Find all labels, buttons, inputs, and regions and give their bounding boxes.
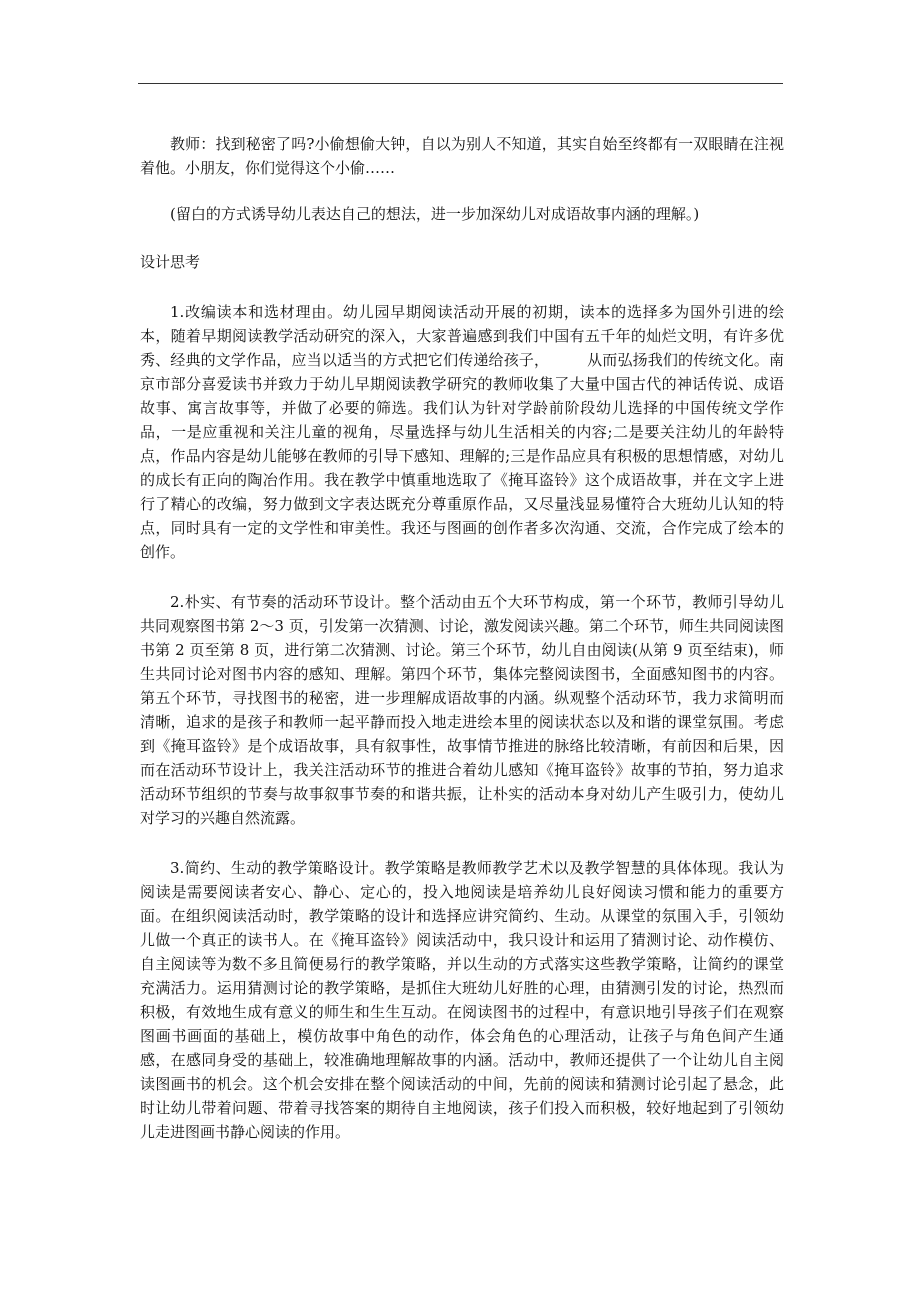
section-heading: 设计思考 xyxy=(140,253,201,271)
paragraph-point-3: 3.简约、生动的教学策略设计。教学策略是教师教学艺术以及教学智慧的具体体现。我认为阅读是需要阅读者安心、静心、定心的，投入地阅读是培养幼儿良好阅读习惯和能力的重要方面。在组织阅读活动时，教学策略的设计和选择应讲究简约、生动。从课堂的氛围入手，引领幼儿做一个真正的读书人。在《掩耳盗铃》阅读活动中，我只设计和运用了猜测讨论、动作模仿、自主阅读等为数不多且简便易行的教学策略，并以生动的方式落实这些教学策略，让简约的课堂充满活力。运用猜测讨论的教学策略，是抓住大班幼儿好胜的心理，由猜测引发的讨论，热烈而积极，有效地生成有意义的师生和生生互动。在阅读图书的过程中，有意识地引导孩子们在观察图画书画面的基础上，模仿故事中角色的动作，体会角色的心理活动，让孩子与角色间产生通感，在感同身受的基础上，较准确地理解故事的内涵。活动中，教师还提供了一个让幼儿自主阅读图画书的机会。这个机会安排在整个阅读活动的中间，先前的阅读和猜测讨论引起了悬念，此时让幼儿带着问题、带着寻找答案的期待自主地阅读，孩子们投入而积极，较好地起到了引领幼儿走进图画书静心阅读的作用。 xyxy=(140,859,784,1141)
paragraph-point-2: 2.朴实、有节奏的活动环节设计。整个活动由五个大环节构成，第一个环节，教师引导幼儿共同观察图书第 2～3 页，引发第一次猜测、讨论，激发阅读兴趣。第二个环节，师生共同阅读图书第 2 页至第 8 页，进行第二次猜测、讨论。第三个环节，幼儿自由阅读(从第 9 页至结束)，师生共同讨论对图书内容的感知、理解。第四个环节，集体完整阅读图书，全面感知图书的内容。第五个环节，寻找图书的秘密，进一步理解成语故事的内涵。纵观整个活动环节，我力求简明而清晰，追求的是孩子和教师一起平静而投入地走进绘本里的阅读状态以及和谐的课堂氛围。考虑到《掩耳盗铃》是个成语故事，具有叙事性，故事情节推进的脉络比较清晰，有前因和后果，因而在活动环节设计上，我关注活动环节的推进合着幼儿感知《掩耳盗铃》故事的节拍，努力追求活动环节组织的节奏与故事叙事节奏的和谐共振，让朴实的活动本身对幼儿产生吸引力，使幼儿对学习的兴趣自然流露。 xyxy=(140,593,784,827)
paragraph-point-1: 1.改编读本和选材理由。幼儿园早期阅读活动开展的初期，读本的选择多为国外引进的绘本，随着早期阅读教学活动研究的深入，大家普遍感到我们中国有五千年的灿烂文明，有许多优秀、经典的文学作品，应当以适当的方式把它们传递给孩子， 从而弘扬我们的传统文化。南京市部分喜爱读书并致力于幼儿早期阅读教学研究的教师收集了大量中国古代的神话传说、成语故事、寓言故事等，并做了必要的筛选。我们认为针对学龄前阶段幼儿选择的中国传统文学作品，一是应重视和关注儿童的视角，尽量选择与幼儿生活相关的内容;二是要关注幼儿的年龄特点，作品内容是幼儿能够在教师的引导下感知、理解的;三是作品应具有积极的思想情感，对幼儿的成长有正向的陶冶作用。我在教学中慎重地选取了《掩耳盗铃》这个成语故事，并在文字上进行了精心的改编，努力做到文字表达既充分尊重原作品，又尽量浅显易懂符合大班幼儿认知的特点，同时具有一定的文学性和审美性。我还与图画的创作者多次沟通、交流，合作完成了绘本的创作。 xyxy=(140,303,784,561)
document-body xyxy=(140,132,784,1144)
header-rule xyxy=(138,83,783,84)
paragraph-note: (留白的方式诱导幼儿表达自己的想法，进一步加深幼儿对成语故事内涵的理解。) xyxy=(170,205,700,223)
paragraph-teacher-dialogue: 教师：找到秘密了吗?小偷想偷大钟，自以为别人不知道，其实自始至终都有一双眼睛在注视着他。小朋友，你们觉得这个小偷…… xyxy=(140,135,784,177)
